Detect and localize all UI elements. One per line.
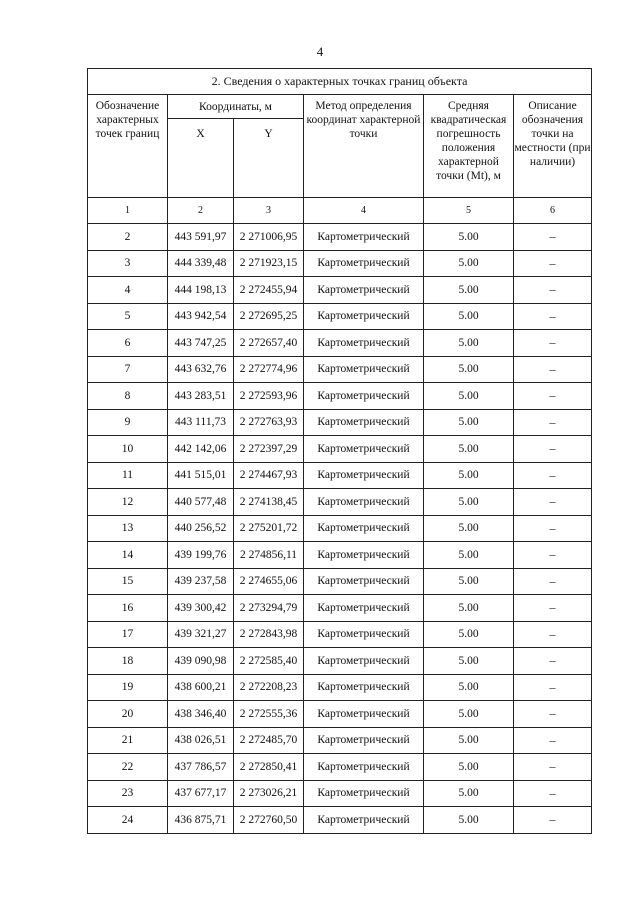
table-row (88, 648, 592, 675)
method-cell: Картометрический (304, 542, 424, 569)
description-cell: – (514, 542, 592, 569)
description-cell: – (514, 568, 592, 595)
description-cell: – (514, 436, 592, 463)
point-id-cell: 7 (88, 356, 168, 383)
x-coordinate-cell: 443 591,97 (168, 224, 234, 251)
page-number: 4 (316, 44, 324, 59)
header-accuracy: Средняя квадратическая погрешность положения характерной точки (Mt), м (424, 95, 514, 198)
method-cell: Картометрический (304, 224, 424, 251)
method-cell: Картометрический (304, 409, 424, 436)
method-cell: Картометрический (304, 489, 424, 516)
header-coordinates: Координаты, м (168, 95, 304, 119)
x-coordinate-cell: 439 090,98 (168, 648, 234, 675)
column-number: 5 (424, 198, 514, 224)
y-coordinate-cell: 2 272850,41 (234, 754, 304, 781)
method-cell: Картометрический (304, 727, 424, 754)
accuracy-cell: 5.00 (424, 462, 514, 489)
description-cell: – (514, 489, 592, 516)
x-coordinate-cell: 443 111,73 (168, 409, 234, 436)
accuracy-cell: 5.00 (424, 780, 514, 807)
accuracy-cell: 5.00 (424, 330, 514, 357)
description-cell: – (514, 674, 592, 701)
header-row (88, 95, 592, 119)
method-cell: Картометрический (304, 568, 424, 595)
accuracy-cell: 5.00 (424, 568, 514, 595)
accuracy-cell: 5.00 (424, 383, 514, 410)
description-cell: – (514, 277, 592, 304)
description-cell: – (514, 754, 592, 781)
y-coordinate-cell: 2 272397,29 (234, 436, 304, 463)
y-coordinate-cell: 2 273294,79 (234, 595, 304, 622)
point-id-cell: 6 (88, 330, 168, 357)
method-cell: Картометрический (304, 303, 424, 330)
point-id-cell: 21 (88, 727, 168, 754)
table-row (88, 489, 592, 516)
method-cell: Картометрический (304, 595, 424, 622)
accuracy-cell: 5.00 (424, 224, 514, 251)
description-cell: – (514, 303, 592, 330)
table-row (88, 303, 592, 330)
y-coordinate-cell: 2 275201,72 (234, 515, 304, 542)
section-title: 2. Сведения о характерных точках границ объекта (88, 69, 592, 95)
table-row (88, 568, 592, 595)
method-cell: Картометрический (304, 701, 424, 728)
point-id-cell: 14 (88, 542, 168, 569)
point-id-cell: 8 (88, 383, 168, 410)
x-coordinate-cell: 440 577,48 (168, 489, 234, 516)
method-cell: Картометрический (304, 250, 424, 277)
accuracy-cell: 5.00 (424, 303, 514, 330)
table-row (88, 224, 592, 251)
accuracy-cell: 5.00 (424, 727, 514, 754)
x-coordinate-cell: 439 237,58 (168, 568, 234, 595)
description-cell: – (514, 621, 592, 648)
table-row (88, 674, 592, 701)
column-number: 4 (304, 198, 424, 224)
y-coordinate-cell: 2 273026,21 (234, 780, 304, 807)
y-coordinate-cell: 2 272657,40 (234, 330, 304, 357)
y-coordinate-cell: 2 272593,96 (234, 383, 304, 410)
description-cell: – (514, 383, 592, 410)
table-row (88, 330, 592, 357)
y-coordinate-cell: 2 274856,11 (234, 542, 304, 569)
table-body (88, 224, 592, 834)
table-row (88, 409, 592, 436)
y-coordinate-cell: 2 274467,93 (234, 462, 304, 489)
header-y: Y (234, 119, 304, 198)
x-coordinate-cell: 438 600,21 (168, 674, 234, 701)
column-number: 2 (168, 198, 234, 224)
table-row (88, 515, 592, 542)
x-coordinate-cell: 444 198,13 (168, 277, 234, 304)
accuracy-cell: 5.00 (424, 277, 514, 304)
table-row (88, 277, 592, 304)
table-row (88, 542, 592, 569)
accuracy-cell: 5.00 (424, 621, 514, 648)
accuracy-cell: 5.00 (424, 807, 514, 834)
column-numbers-row (88, 198, 592, 224)
method-cell: Картометрический (304, 754, 424, 781)
table-row (88, 807, 592, 834)
header-method: Метод определения координат характерной точки (304, 95, 424, 198)
x-coordinate-cell: 443 632,76 (168, 356, 234, 383)
description-cell: – (514, 807, 592, 834)
accuracy-cell: 5.00 (424, 595, 514, 622)
point-id-cell: 24 (88, 807, 168, 834)
method-cell: Картометрический (304, 807, 424, 834)
table-row (88, 250, 592, 277)
column-number: 1 (88, 198, 168, 224)
point-id-cell: 18 (88, 648, 168, 675)
x-coordinate-cell: 440 256,52 (168, 515, 234, 542)
method-cell: Картометрический (304, 674, 424, 701)
method-cell: Картометрический (304, 515, 424, 542)
point-id-cell: 23 (88, 780, 168, 807)
point-id-cell: 15 (88, 568, 168, 595)
description-cell: – (514, 409, 592, 436)
x-coordinate-cell: 443 942,54 (168, 303, 234, 330)
point-id-cell: 2 (88, 224, 168, 251)
y-coordinate-cell: 2 272485,70 (234, 727, 304, 754)
point-id-cell: 19 (88, 674, 168, 701)
description-cell: – (514, 462, 592, 489)
point-id-cell: 17 (88, 621, 168, 648)
description-cell: – (514, 330, 592, 357)
accuracy-cell: 5.00 (424, 409, 514, 436)
section-title-row (88, 69, 592, 95)
method-cell: Картометрический (304, 648, 424, 675)
method-cell: Картометрический (304, 356, 424, 383)
x-coordinate-cell: 442 142,06 (168, 436, 234, 463)
y-coordinate-cell: 2 274138,45 (234, 489, 304, 516)
header-point-id: Обозначение характерных точек границ (88, 95, 168, 198)
table-row (88, 754, 592, 781)
accuracy-cell: 5.00 (424, 436, 514, 463)
column-number: 6 (514, 198, 592, 224)
x-coordinate-cell: 443 283,51 (168, 383, 234, 410)
x-coordinate-cell: 441 515,01 (168, 462, 234, 489)
accuracy-cell: 5.00 (424, 701, 514, 728)
x-coordinate-cell: 436 875,71 (168, 807, 234, 834)
description-cell: – (514, 701, 592, 728)
x-coordinate-cell: 439 199,76 (168, 542, 234, 569)
method-cell: Картометрический (304, 780, 424, 807)
point-id-cell: 20 (88, 701, 168, 728)
boundary-points-table (87, 68, 592, 834)
description-cell: – (514, 727, 592, 754)
method-cell: Картометрический (304, 462, 424, 489)
x-coordinate-cell: 437 677,17 (168, 780, 234, 807)
x-coordinate-cell: 439 321,27 (168, 621, 234, 648)
y-coordinate-cell: 2 272763,93 (234, 409, 304, 436)
y-coordinate-cell: 2 271006,95 (234, 224, 304, 251)
table-row (88, 436, 592, 463)
x-coordinate-cell: 437 786,57 (168, 754, 234, 781)
y-coordinate-cell: 2 272208,23 (234, 674, 304, 701)
point-id-cell: 11 (88, 462, 168, 489)
point-id-cell: 13 (88, 515, 168, 542)
accuracy-cell: 5.00 (424, 356, 514, 383)
column-number: 3 (234, 198, 304, 224)
description-cell: – (514, 250, 592, 277)
table-row (88, 727, 592, 754)
x-coordinate-cell: 438 026,51 (168, 727, 234, 754)
header-x: X (168, 119, 234, 198)
accuracy-cell: 5.00 (424, 515, 514, 542)
header-description: Описание обозначения точки на местности (при наличии) (514, 95, 592, 198)
x-coordinate-cell: 444 339,48 (168, 250, 234, 277)
method-cell: Картометрический (304, 621, 424, 648)
accuracy-cell: 5.00 (424, 674, 514, 701)
accuracy-cell: 5.00 (424, 754, 514, 781)
point-id-cell: 12 (88, 489, 168, 516)
y-coordinate-cell: 2 272585,40 (234, 648, 304, 675)
y-coordinate-cell: 2 272555,36 (234, 701, 304, 728)
y-coordinate-cell: 2 274655,06 (234, 568, 304, 595)
point-id-cell: 5 (88, 303, 168, 330)
accuracy-cell: 5.00 (424, 542, 514, 569)
point-id-cell: 22 (88, 754, 168, 781)
y-coordinate-cell: 2 272695,25 (234, 303, 304, 330)
accuracy-cell: 5.00 (424, 250, 514, 277)
point-id-cell: 10 (88, 436, 168, 463)
table-row (88, 595, 592, 622)
y-coordinate-cell: 2 272455,94 (234, 277, 304, 304)
table-row (88, 701, 592, 728)
y-coordinate-cell: 2 272843,98 (234, 621, 304, 648)
y-coordinate-cell: 2 272774,96 (234, 356, 304, 383)
description-cell: – (514, 224, 592, 251)
method-cell: Картометрический (304, 436, 424, 463)
method-cell: Картометрический (304, 383, 424, 410)
description-cell: – (514, 648, 592, 675)
point-id-cell: 9 (88, 409, 168, 436)
description-cell: – (514, 780, 592, 807)
x-coordinate-cell: 443 747,25 (168, 330, 234, 357)
point-id-cell: 4 (88, 277, 168, 304)
accuracy-cell: 5.00 (424, 489, 514, 516)
method-cell: Картометрический (304, 330, 424, 357)
description-cell: – (514, 515, 592, 542)
table-row (88, 780, 592, 807)
method-cell: Картометрический (304, 277, 424, 304)
x-coordinate-cell: 438 346,40 (168, 701, 234, 728)
accuracy-cell: 5.00 (424, 648, 514, 675)
description-cell: – (514, 356, 592, 383)
table-row (88, 383, 592, 410)
description-cell: – (514, 595, 592, 622)
table-row (88, 621, 592, 648)
point-id-cell: 16 (88, 595, 168, 622)
point-id-cell: 3 (88, 250, 168, 277)
x-coordinate-cell: 439 300,42 (168, 595, 234, 622)
y-coordinate-cell: 2 272760,50 (234, 807, 304, 834)
table-row (88, 462, 592, 489)
table-row (88, 356, 592, 383)
y-coordinate-cell: 2 271923,15 (234, 250, 304, 277)
